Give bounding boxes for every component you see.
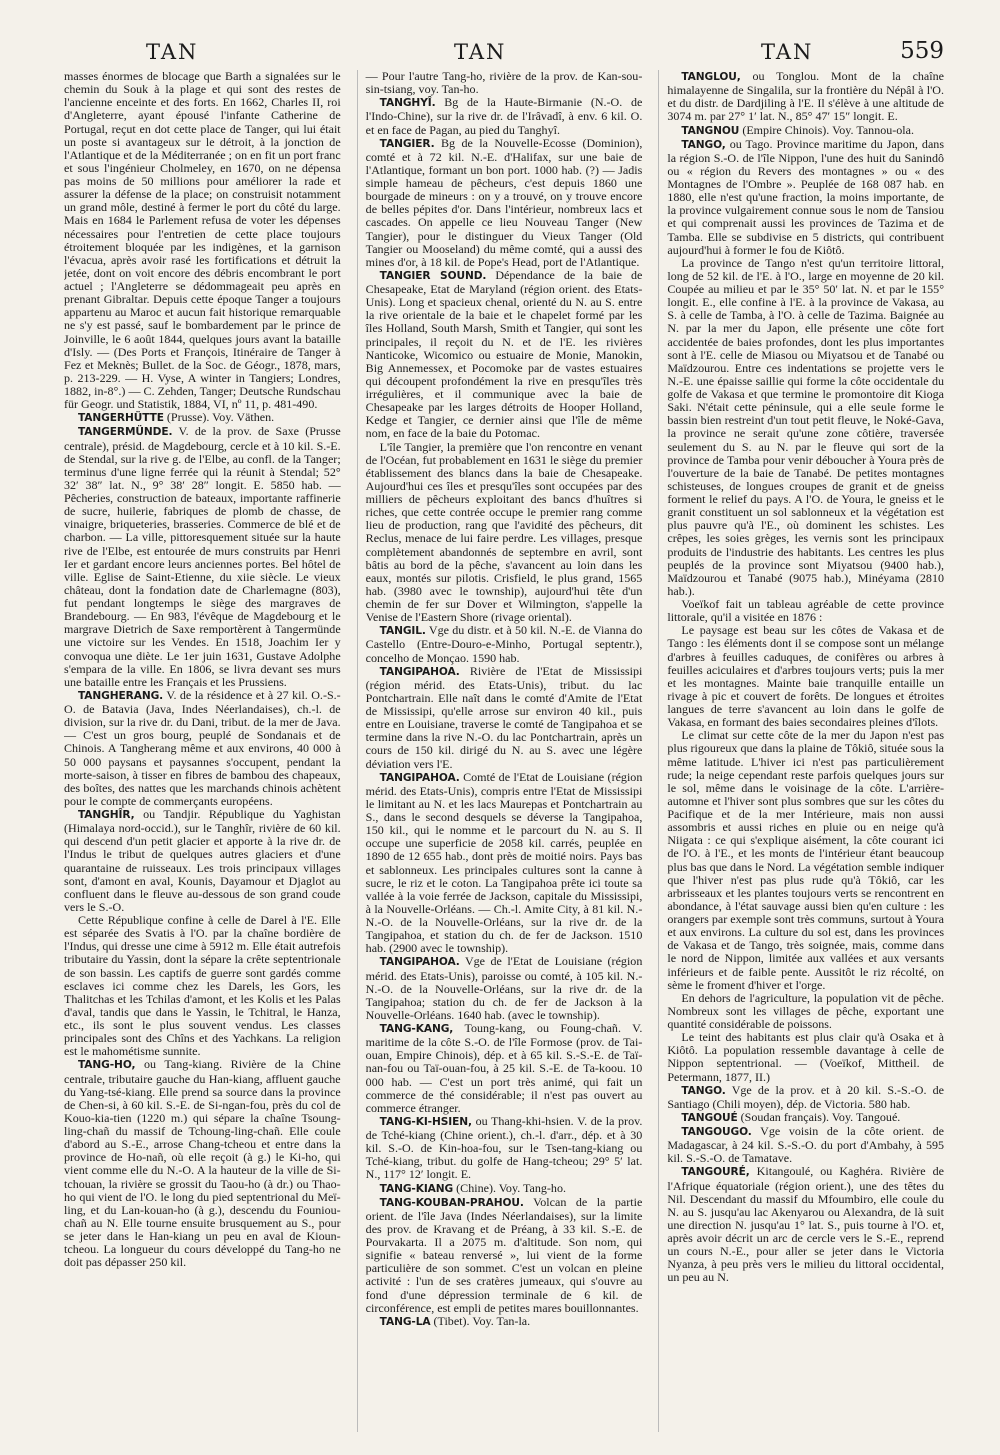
entry-headword: TANGO,	[681, 138, 726, 151]
entry-body: ou Tago. Province maritime du Japon, dans la région S.-O. de l'île Nippon, l'une des huit du Sanindô ou « région du Revers des montagnes » ou « des Montagnes de l'Ombre ». Peuplée de 168 087 hab. en 1880, elle n'est qu'une fraction, la moins importante, de la province vulgairement connue sous le nom de Tansiou et qui comprenait aussi les provinces de Tazima et de Tamba. Elle se subdivise en 5 districts, qui contribuent aujourd'hui à former le fou de Kiôtô.	[667, 136, 944, 257]
entry-body: masses énormes de blocage que Barth a signalées sur le chemin du Souk à la plage et qui sont des restes de l'ancienne enceinte et des forts. En 1662, Charles II, roi d'Angleterre, ayant épousé l'infante Catherine de Portugal, reçut en dot cette place de Tanger, qui lui était un poste si avantageux sur le détroit, à la jonction de l'Atlantique et de la Méditerranée ; on en fit un port franc et sous l'ingénieur Cholmeley, en 1670, on ne dépensa pas moins de 50 millions pour améliorer la rade et assurer la défense de la place; on construisit notamment un grand môle, destiné à fermer le port du côté du large. Mais en 1684 le Parlement refusa de voter les dépenses nécessaires pour l'entretien de cette place toujours étroitement bloquée par les indigènes, et la garnison l'évacua, après avoir rasé les fortifications et détruit la jetée, dont on voit encore des débris encombrant le port actuel ; l'Angleterre se dédommageait peu après en prenant Gibraltar. Depuis cette époque Tanger a toujours appartenu au Maroc et aucun fait historique remarquable ne s'y est passé, sauf le bombardement par le prince de Joinville, le 6 août 1844, quelques jours avant la bataille d'Isly. — (Des Ports et François, Itinéraire de Tanger à Fez et Meknès; Bullet. de la Soc. de Géogr., 1878, mars, p. 213-229. — H. Vyse, A winter in Tangiers; Londres, 1882, in-8°.) — C. Zehden, Tanger; Deutsche Rundschau für Geogr. und Statistik, 1884, VI, nº 11, p. 481-490.	[64, 70, 341, 412]
entry-paragraph	[667, 624, 944, 729]
entry-headword: TANG-LA	[379, 1315, 431, 1328]
entry-headword: TANG-KI-HSIEN,	[379, 1115, 472, 1128]
entry-body: Le teint des habitants est plus clair qu'à Osaka et à Kiôtô. La population ressemble davantage à celle de Nippon septentrional. — (Voeïkof, Mittheil. de Petermann, 1877, II.)	[667, 1030, 944, 1084]
dictionary-entry	[667, 1125, 944, 1165]
column-right	[658, 70, 944, 1432]
entry-body: (Soudan français). Voy. Tangoué.	[740, 1109, 901, 1124]
dictionary-entry	[667, 138, 944, 257]
dictionary-entry	[667, 1084, 944, 1111]
entry-headword: TANGHERANG.	[78, 689, 164, 702]
entry-body: ou Thang-khi-hsien. V. de la prov. de Tché-kiang (Chine orient.), ch.-l. d'arr., dép. et à 30 kil. S.-O. de Kin-hoa-fou, sur le Tsen-tang-kiang ou Tché-kiang, tribut. du golfe de Hang-tcheou; 29° 5′ lat. N., 117° 12′ longit. E.	[365, 1113, 643, 1182]
entry-body: Voeïkof fait un tableau agréable de cette province littorale, qu'il a visitée en 1876 :	[667, 597, 944, 625]
entry-paragraph	[366, 441, 643, 625]
entry-body: (Tibet). Voy. Tan-la.	[433, 1313, 531, 1328]
entry-headword: TANGIPAHOA.	[379, 771, 460, 784]
dictionary-entry	[64, 1058, 341, 1269]
entry-headword: TANG-KIANG	[379, 1182, 454, 1195]
entry-headword: TANGHYÎ.	[379, 97, 436, 110]
entry-headword: TANGOUÉ	[681, 1111, 738, 1124]
dictionary-entry	[366, 1196, 643, 1315]
entry-paragraph	[366, 70, 643, 96]
entry-body: Le paysage est beau sur les côtes de Vakasa et de Tango : les éléments dont il se compose sont un mélange d'arbres à feuilles caduques, de conifères ou arbres à feuilles aciculaires et d'arbres toujours verts; puis la mer et les montagnes. Mainte baie tranquille entaille un rivage à pic et couvert de forêts. De longues et étroites langues de terre s'avancent au loin dans le golfe de Vakasa, en formant des baies secondaires pleines d'îlots.	[667, 623, 944, 730]
entry-body: En dehors de l'agriculture, la population vit de pêche. Nombreux sont les villages de pêche, exportant une quantité considérable de poissons.	[667, 990, 944, 1031]
text-columns	[64, 70, 944, 1432]
entry-paragraph	[667, 992, 944, 1031]
entry-body: Toung-kang, ou Foung-chañ. V. maritime de la côte S.-O. de l'île Formose (prov. de Tai-ouan, Empire Chinois), dép. et à 65 kil. S.-S.-E. de Taï-nan-fou ou Taï-ouan-fou, à 25 kil. S.-E. de Ta-koou. 10 000 hab. — C'est un port très animé, qui fait un commerce de thé considérable; il n'est pas ouvert au commerce étranger.	[365, 1021, 643, 1115]
entry-body: V. de la prov. de Saxe (Prusse centrale), présid. de Magdebourg, cercle et à 10 kil. S.-E. de Stendal, sur la rive g. de l'Elbe, au confl. de la Tanger; terminus d'une ligne ferrée qui la réunit à Stendal; 52° 32′ 38″ lat. N., 9° 38′ 28″ longit. E. 5850 hab. — Pêcheries, construction de bateaux, importante raffinerie de sucre, huilerie, fabriques de plomb de chasse, de vinaigre, briqueteries, brasseries. Commerce de blé et de charbon. — La ville, pittoresquement située sur la haute rive de l'Elbe, est entourée de murs construits par Henri Ier et gardant encore leurs anciennes portes. Bel hôtel de ville. Eglise de Saint-Etienne, du xiie siècle. Le vieux château, dont la fondation date de Charlemagne (803), fut pendant longtemps le siège des margraves de Brandebourg. — En 983, l'évêque de Magdebourg et le margrave Dietrich de Saxe remportèrent à Tangermünde une victoire sur les Vendes. En 1518, Joachim Ier y convoqua une diète. Le 1er juin 1631, Gustave Adolphe s'empara de la ville. En 1806, se livra devant ses murs une bataille entre les Français et les Prussiens.	[64, 424, 341, 689]
dictionary-entry	[64, 689, 341, 808]
column-left	[64, 70, 341, 1432]
running-head-right: TAN	[761, 40, 814, 64]
entry-body: Bg de la Nouvelle-Ecosse (Dominion), comté et à 72 kil. N.-E. d'Halifax, sur une baie de l'Atlantique, formant un bon port. 1000 hab. (?) — Jadis simple hameau de pêcheurs, c'est depuis 1860 une bourgade de mineurs : on y a trouvé, on y trouve encore de belles pépites d'or. Dans l'intérieur, nombreux lacs et cascades. On appelle ce lieu Nouveau Tanger (New Tangier), pour le distinguer du Vieux Tanger (Old Tangier ou Mooseland) du même comté, qui a aussi des mines d'or, à 18 kil. de Pope's Head, port de l'Atlantique.	[365, 135, 643, 269]
entry-headword: TANG-HO,	[78, 1059, 136, 1072]
dictionary-entry	[366, 269, 643, 441]
entry-body: Vge du distr. et à 50 kil. N.-E. de Vianna do Castello (Entre-Douro-e-Minho, Portugal septentr.), concelho de Monçao. 1590 hab.	[365, 623, 643, 665]
column-middle	[357, 70, 643, 1432]
running-head-middle: TAN	[454, 40, 507, 64]
entry-body: Vge voisin de la côte orient. de Madagascar, à 24 kil. S.-S.-O. du port d'Ambahy, à 595 kil. S.-S.-O. de Tamatave.	[667, 1124, 944, 1166]
entry-paragraph	[667, 598, 944, 624]
entry-body: — Pour l'autre Tang-ho, rivière de la prov. de Kan-sou-sin-tsiang, voy. Tan-ho.	[365, 70, 643, 97]
entry-headword: TANGIER SOUND.	[379, 269, 487, 282]
entry-headword: TANGERMÜNDE.	[78, 426, 173, 439]
entry-headword: TANGHÎR,	[78, 809, 135, 821]
dictionary-entry	[366, 1182, 643, 1196]
dictionary-entry	[366, 137, 643, 269]
entry-body: Rivière de l'Etat de Mississipi (région mérid. des Etats-Unis), tribut. du lac Pontchartrain. Elle naît dans le comté d'Amite de l'Etat de Mississipi, qu'elle arrose sur environ 40 kil., puis entre en Louisiane, traverse le comté de Tangipahoa et se termine dans la rive N.-O. du lac Pontchartrain, après un cours de 150 kil. dirigé du N. au S. avec une légère déviation vers l'E.	[365, 663, 643, 771]
entry-headword: TANGIER.	[379, 137, 435, 150]
dictionary-entry	[64, 808, 341, 914]
entry-body: Volcan de la partie orient. de l'île Java (Indes Néerlandaises), sur la limite des prov. de Kravang et de Préang, à 33 kil. S.-E. de Pourvakarta. Il a 2075 m. d'altitude. Son nom, qui signifie « bateau renversé », lui vient de la forme particulière de son sommet. C'est un volcan en pleine activité : l'un de ses cratères jumeaux, qui s'ouvre au fond d'une dépression terminale de 6 kil. de circonférence, est empli de petites mares bouillonnantes.	[365, 1194, 643, 1315]
dictionary-entry	[366, 96, 643, 136]
entry-body: Vge de l'Etat de Louisiane (région mérid. des Etats-Unis), paroisse ou comté, à 105 kil. N.-N.-O. de la Nouvelle-Orléans, sur la rive dr. de la Tangipahoa; station du ch. de fer de Jackson à la Nouvelle-Orléans. 1640 hab. (avec le township).	[365, 954, 643, 1022]
dictionary-entry	[366, 1315, 643, 1329]
entry-headword: TANGLOU,	[681, 71, 741, 83]
running-header	[64, 34, 944, 70]
entry-body: ou Tang-kiang. Rivière de la Chine centrale, tributaire gauche du Han-kiang, affluent gauche du Yang-tsé-kiang. Elle prend sa source dans la province de Chen-si, à 60 kil. S.-E. de Si-ngan-fou, près du col de Kouo-kia-tien (1220 m.) qui sépare la chaîne Tsoung-ling-chañ du massif de Tchoung-ling-chañ. Elle coule d'abord au S.-E., arrose Chang-tcheou et entre dans la province de Ho-nañ, où elle reçoit (à g.) le Ki-ho, qui vient comme elle du N.-O. A la hauteur de la ville de Si-tchouan, la rivière se grossit du Taou-ho (à dr.) ou Thao-ho qui vient de l'O. le long du pied septentrional du Meï-ling, et du Lan-kouan-ho (à g.), descendu du Founiou-chañ au N. Elle tourne ensuite brusquement au S., pour se jeter dans le Han-kiang un peu en aval de Kioun-tcheou. La longueur du cours développé du Tang-ho ne doit pas dépasser 250 kil.	[64, 1057, 341, 1270]
entry-headword: TANGOUGO.	[681, 1126, 752, 1138]
entry-body: Cette République confine à celle de Darel à l'E. Elle est séparée des Svatis à l'O. par la chaîne bordière de l'Indus, qui dresse une cime à 5912 m. Elle était autrefois tributaire du Yassin, dont la sépare la crête septentrionale de son bassin. Les captifs de guerre sont gardés comme esclaves ici comme chez les Darels, les Gors, les Thalitchas et les Tchilas d'amont, et les Kolis et les Palas d'aval, tandis que dans le Yassin, le Tchitral, le Hanza, etc., ils sont le plus souvent vendus. Les classes principales sont des Chîns et des Yachkans. La religion est le mahométisme sunnite.	[64, 913, 341, 1059]
entry-body: L'île Tangier, la première que l'on rencontre en venant de l'Océan, fut probablement en 1631 le siège du premier établissement des blancs dans la baie de Chesapeake. Aujourd'hui ces îles et presqu'îles sont occupées par des milliers de pêcheurs exploitant des bancs d'huîtres si riches, que cette contrée occupe le premier rang comme lieu de production, rang que l'avidité des pêcheurs, dit Reclus, menace de lui faire perdre. Les villages, presque complètement abandonnés de septembre en avril, sont bâtis au bord de la pêche, s'avancent au loin dans les eaux, montés sur pilotis. Crisfield, le plus grand, 1565 hab. (3980 avec le township), aujourd'hui tête d'un chemin de fer sur Dover et Wilmington, s'appelle la Venise de l'Eastern Shore (rivage oriental).	[365, 439, 643, 625]
entry-body: ou Tandjir. République du Yaghistan (Himalaya nord-occid.), sur le Tanghîr, rivière de 60 kil. qui descend d'un petit glacier et apporte à la rive dr. de l'Indus le tribut de quelques autres glaciers et d'une quarantaine de ruisseaux. Les trois principaux villages sont, d'amont en aval, Kounis, Dayamour et Djaglot au confluent dans le fleuve au-dessous de son grand coude vers le S.-O.	[64, 807, 341, 914]
entry-body: V. de la résidence et à 27 kil. O.-S.-O. de Batavia (Java, Indes Néerlandaises), ch.-l. de division, sur la rive dr. du Dani, tribut. de la mer de Java. — C'est un gros bourg, peuplé de Sondanais et de Chinois. A Tangherang même et aux environs, 40 000 à 50 000 paysans et paysannes s'occupent, pendant la morte-saison, à tisser en fibres de bambou des chapeaux, des boîtes, des nattes que les marchands chinois achètent pour le compte de commerçants européens.	[64, 687, 341, 808]
running-head-left: TAN	[146, 40, 199, 64]
entry-body: Vge de la prov. et à 20 kil. S.-S.-O. de Santiago (Chili moyen), dép. de Victoria. 580 hab.	[667, 1082, 944, 1111]
dictionary-entry	[366, 665, 643, 771]
entry-headword: TANG-KOUBAN-PRAHOU.	[379, 1196, 524, 1209]
entry-body: Kitangoulé, ou Kaghéra. Rivière de l'Afrique équatoriale (région orient.), une des têtes du Nil. Descendant du massif du Mfoumbiro, elle coule du N. au S. jusqu'au lac Akenyarou ou Alexandra, de là suit une direction N. jusqu'au 1° lat. S., puis tourne à l'O. et, après avoir décrit un arc de cercle vers le S.-E., reprend un cours N.-E., pour aller se jeter dans le Victoria Nyanza, à peu près vers le milieu du littoral occidental, un peu au N.	[667, 1164, 944, 1285]
entry-headword: TANG-KANG,	[379, 1023, 454, 1035]
entry-headword: TANGO.	[681, 1084, 726, 1097]
dictionary-entry	[64, 425, 341, 689]
entry-headword: TANGIL.	[379, 625, 426, 638]
entry-headword: TANGNOU	[681, 124, 740, 137]
entry-body: (Chine). Voy. Tang-ho.	[456, 1180, 566, 1195]
entry-body: Le climat sur cette côte de la mer du Japon n'est pas plus rigoureux que dans la plaine de Tôkiô, située sous la même latitude. L'hiver ici n'est pas particulièrement rude; la neige cependant reste parfois quelques jours sur le sol, même dans le voisinage de la côte. L'arrière-automne et l'hiver sont plus sombres que sur les côtes du Pacifique et de la mer Intérieure, mais non aussi assombris et aussi riches en pluie ou en neige qu'à Niigata : ce qui s'explique aisément, la côte courant ici de l'O. à l'E., et les monts de l'intérieur étant beaucoup plus bas que dans le Nord. La végétation semble indiquer que l'hiver n'est pas plus rude qu'à Tôkiô, car les arbrisseaux et les plantes toujours verts se rencontrent en abondance, à l'état sauvage aussi bien qu'en culture : les orangers par exemple sont très communs, surtout à Youra et aux environs. La culture du sol est, dans les provinces de Vakasa et de Tango, très soignée, mais, comme dans le nord de Nippon, limitée aux vallées et aux versants inférieurs et de faible pente. Aussitôt le riz récolté, on sème le froment d'hiver et l'orge.	[667, 728, 944, 992]
dictionary-entry	[366, 771, 643, 956]
entry-body: (Empire Chinois). Voy. Tannou-ola.	[742, 122, 915, 137]
entry-paragraph	[667, 1031, 944, 1084]
dictionary-entry	[366, 955, 643, 1022]
entry-headword: TANGIPAHOA.	[379, 665, 460, 678]
dictionary-entry	[366, 1115, 643, 1182]
entry-headword: TANGIPAHOA.	[379, 956, 460, 969]
entry-body: ou Tonglou. Mont de la chaîne himalayenne de Singalila, sur la frontière du Népâl à l'O. et du distr. de Dardjiling à l'E. Il s'élève à une altitude de 3074 m. par 27° 1′ lat. N., 85° 47′ 15″ longit. E.	[667, 70, 944, 124]
dictionary-entry	[667, 1111, 944, 1125]
entry-body: Dépendance de la baie de Chesapeake, Etat de Maryland (région orient. des Etats-Unis). Long et spacieux chenal, orienté du N. au S. entre la rive orientale de la baie et le chapelet formé par les îles Holland, South Marsh, Smith et Tangier, qui sont les principales, il reçoit du N. et de l'E. les rivières Nanticoke, Wicomico ou estuaire de Monie, Manokin, Big Annemessex, et Pocomoke par de vastes estuaires qui découpent profondément la rive en presqu'îles très irrégulières, et il communique avec la baie de Chesapeake par les larges détroits de Hooper Holland, Kedge et Tangier, ce dernier ainsi que l'île de même nom, en face de la baie du Potomac.	[365, 267, 643, 441]
entry-paragraph	[64, 914, 341, 1058]
dictionary-entry	[667, 1165, 944, 1284]
dictionary-entry	[667, 70, 944, 124]
entry-headword: TANGERHÜTTE	[78, 412, 164, 425]
entry-headword: TANGOURÉ,	[681, 1166, 750, 1179]
dictionary-entry	[667, 124, 944, 138]
entry-body: La province de Tango n'est qu'un territoire littoral, long de 52 kil. de l'E. à l'O., large en moyenne de 20 kil. Coupée au milieu et par le 35° 50′ lat. N. et par le 155° longit. E., elle confine à l'E. à la province de Vakasa, au S. à celle de Tamba, à l'O. à celle de Tazima. Baignée au N. par la mer du Japon, elle présente une côte fort accidentée de baies profondes, dont les plus importantes sont à l'E. celle de Miasou ou Miyatsou et de Tanabé ou Maïdzourou. Entre ces indentations se projette vers le N.-E. une épaisse saillie qui forme la côte occidentale du golfe de Vakasa et que termine le promontoire dit Kioga Saki. N'était cette péninsule, qui a elle seule forme le bassin bien restreint d'un tout petit fleuve, le Noké-Gava, la province ne serait qu'une zone côtière, traversée seulement du S. au N. par le fleuve qui sort de la province de Tamba pour venir déboucher à Youra près de l'ouverture de la baie de Tanabé. De petites montagnes schisteuses, de longues croupes de granit et de gneiss forment le relief du pays. A l'O. de Youra, le gneiss et le granit constituent un sol sablonneux et la végétation est plus pauvre qu'à l'E., où dominent les schistes. Les crêpes, les soies grèges, les vernis sont les principaux produits de l'industrie des habitants. Les centres les plus peuplés de la province sont Miyatsou (9400 hab.), Maïdzourou et Tanabé (9075 hab.), Minéyama (2810 hab.).	[667, 255, 944, 598]
page-number: 559	[900, 38, 944, 64]
dictionary-entry	[366, 1022, 643, 1115]
entry-body: Comté de l'Etat de Louisiane (région mérid. des Etats-Unis), compris entre l'Etat de Mississipi le limitant au N. et les lacs Maurepas et Pontchartrain au S., dans le second desquels se déverse la Tangipahoa, 150 kil., qui le nomme et le parcourt du N. au S. Il occupe une superficie de 2058 kil. carrés, peuplée en 1890 de 12 655 hab., dont près de moitié noirs. Pays bas et sablonneux. Les principales cultures sont la canne à sucre, le riz et le coton. La Tangipahoa prête ici toute sa vallée à la voie ferrée de Jackson, capitale du Mississipi, à la Nouvelle-Orléans. — Ch.-l. Amite City, à 81 kil. N.-N.-O. de la Nouvelle-Orléans, sur la rive dr. de la Tangipahoa, et station du ch. de fer de Jackson. 1510 hab. (2900 avec le township).	[365, 769, 643, 956]
dictionary-entry	[366, 624, 643, 664]
dictionary-entry	[64, 411, 341, 425]
entry-paragraph	[667, 257, 944, 598]
entry-body: (Prusse). Voy. Väthen.	[166, 410, 275, 425]
entry-paragraph	[64, 70, 341, 411]
entry-paragraph	[667, 729, 944, 992]
entry-body: Bg de la Haute-Birmanie (N.-O. de l'Indo-Chine), sur la rive dr. de l'Irâvadî, à env. 6 kil. O. et en face de Pagan, au pied du Tanghyî.	[365, 95, 643, 137]
